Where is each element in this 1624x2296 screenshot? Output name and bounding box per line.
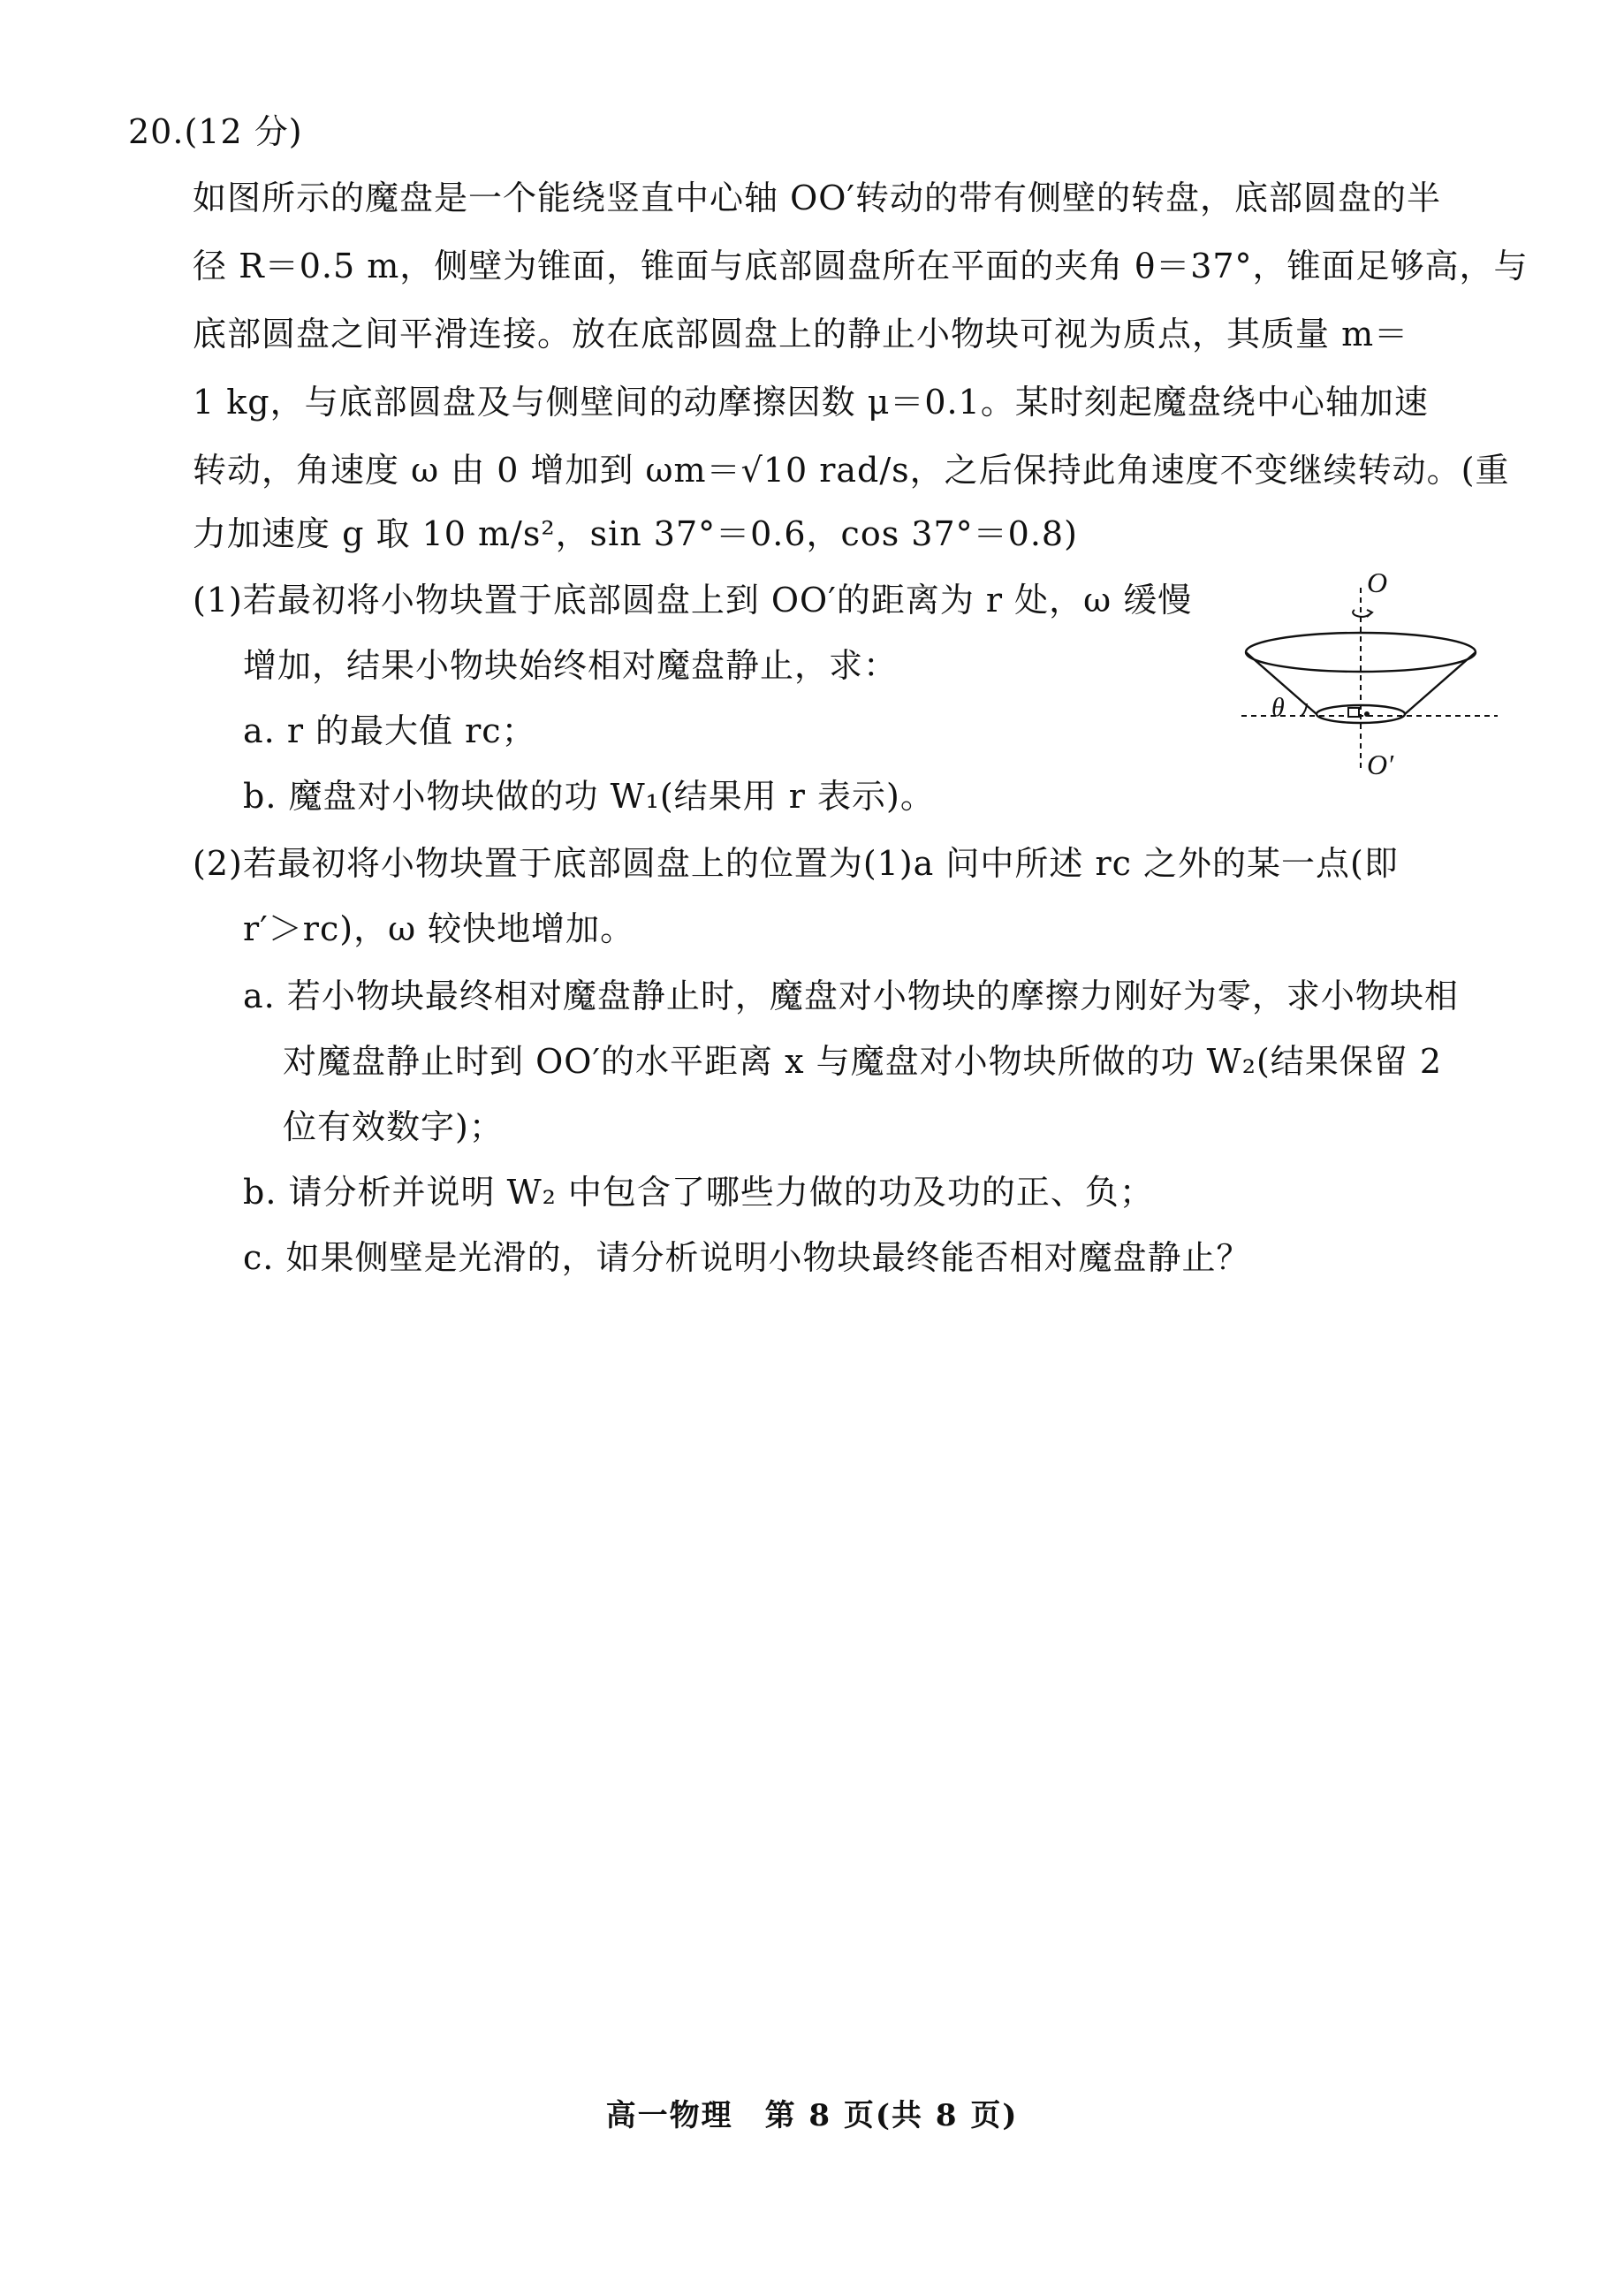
label-o-top: O [1367, 566, 1388, 598]
part1-line-2: 增加，结果小物块始终相对魔盘静止，求： [243, 646, 899, 685]
part2-line-2: r′＞rc)，ω 较快地增加。 [243, 909, 635, 948]
part1-b: b. 魔盘对小物块做的功 W₁(结果用 r 表示)。 [243, 777, 935, 816]
part1-a: a. r 的最大值 rc； [243, 711, 536, 750]
label-theta: θ [1271, 693, 1285, 722]
stem-line-2: 径 R＝0.5 m，侧壁为锥面，锥面与底部圆盘所在平面的夹角 θ＝37°，锥面足够高，与 [193, 247, 1529, 285]
stem-line-4: 1 kg，与底部圆盘及与侧壁间的动摩擦因数 μ＝0.1。某时刻起魔盘绕中心轴加速 [193, 383, 1429, 422]
label-o-bottom: O′ [1367, 749, 1394, 780]
stem-line-3: 底部圆盘之间平滑连接。放在底部圆盘上的静止小物块可视为质点，其质量 m＝ [193, 315, 1409, 354]
stem-line-5: 转动，角速度 ω 由 0 增加到 ωm＝√10 rad/s，之后保持此角速度不变继续转动。(重 [193, 451, 1510, 490]
angle-arc [1301, 703, 1307, 716]
stem-line-1: 如图所示的魔盘是一个能绕竖直中心轴 OO′转动的带有侧壁的转盘，底部圆盘的半 [193, 179, 1442, 217]
question-number: 20. [128, 112, 185, 151]
magic-disc-diagram [1233, 566, 1506, 787]
center-dot [1364, 711, 1370, 717]
stem-line-6: 力加速度 g 取 10 m/s²，sin 37°＝0.6，cos 37°＝0.8) [193, 514, 1078, 553]
cone-right-side [1405, 652, 1476, 714]
part2-a-line-3: 位有效数字)； [283, 1107, 504, 1146]
part1-line-1: (1)若最初将小物块置于底部圆盘上到 OO′的距离为 r 处，ω 缓慢 [193, 581, 1193, 620]
part2-a-line-1: a. 若小物块最终相对魔盘静止时，魔盘对小物块的摩擦力刚好为零，求小物块相 [243, 977, 1459, 1015]
part2-b: b. 请分析并说明 W₂ 中包含了哪些力做的功及功的正、负； [243, 1173, 1154, 1212]
rotation-arrow-icon [1353, 610, 1372, 617]
part2-c: c. 如果侧壁是光滑的，请分析说明小物块最终能否相对魔盘静止？ [243, 1238, 1251, 1277]
page-footer: 高一物理 第 8 页(共 8 页) [605, 2098, 1019, 2133]
part2-a-line-2: 对魔盘静止时到 OO′的水平距离 x 与魔盘对小物块所做的功 W₂(结果保留 2 [283, 1042, 1443, 1081]
question-score: (12 分) [184, 112, 303, 151]
part2-line-1: (2)若最初将小物块置于底部圆盘上的位置为(1)a 问中所述 rc 之外的某一点(即 [193, 844, 1399, 883]
small-block [1348, 708, 1359, 717]
question-header [128, 112, 303, 151]
